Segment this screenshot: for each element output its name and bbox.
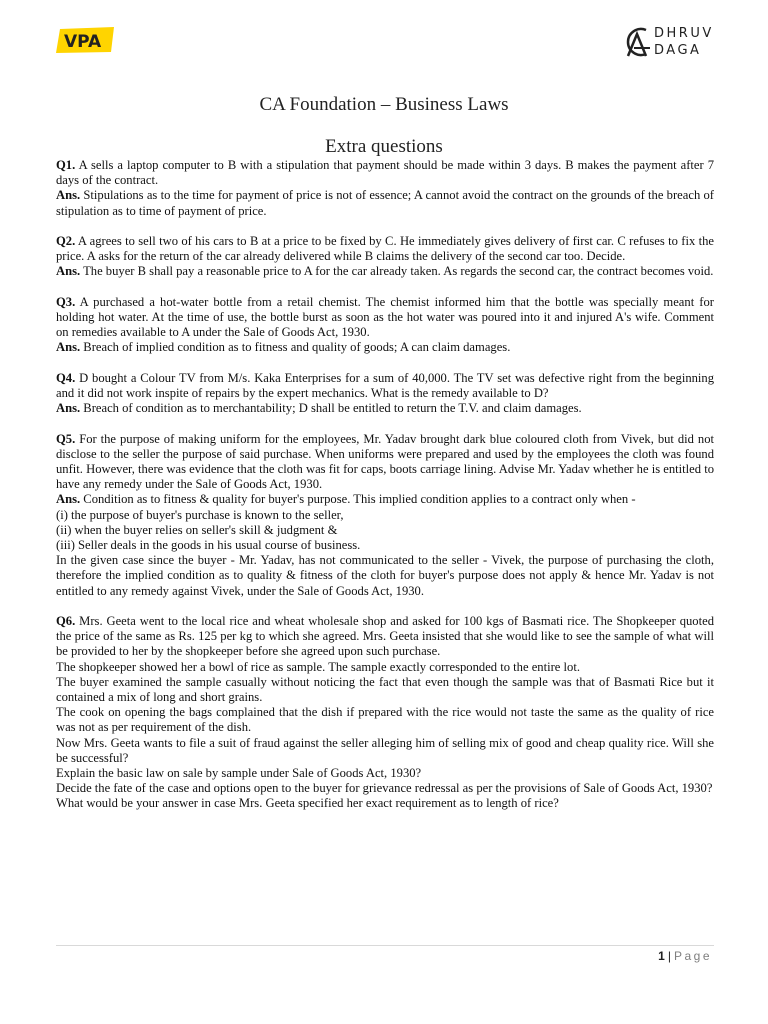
question-line: Now Mrs. Geeta wants to file a suit of fraud against the seller alleging him of selling mix of good and cheap quality rice. Will she be successful? — [56, 735, 714, 765]
page-subtitle: Extra questions — [325, 136, 443, 157]
answer-label: Ans. — [56, 264, 81, 279]
logo-word-daga: DAGA — [654, 43, 702, 58]
dhruv-daga-logo — [622, 24, 717, 60]
question-text: A purchased a hot-water bottle from a retail chemist. The chemist informed him that the bottle was specially meant for holding hot water. At the time of use, the bottle burst as soon as the hot water was poured into it and injured A's wife. Comment on remedies available to A under the Sale of Goods Act, 1930. — [56, 294, 714, 340]
question-label: Q3. — [56, 294, 76, 309]
page-number: 1 — [658, 949, 665, 963]
answer-text: Breach of condition as to merchantability; D shall be entitled to return the T.V. and claim damages. — [80, 401, 582, 416]
question-text: For the purpose of making uniform for the employees, Mr. Yadav brought dark blue coloured cloth from Vivek, but did not disclose to the seller the purpose of said purchase. When uniforms were prepared and used by the employees the cloth was found unfit. However, there was evidence that the cloth was fit for caps, boots carriage lining. Advise Mr. Yadav whether he is entitled to have any remedy under the Sale of Goods Act, 1930. — [56, 431, 714, 492]
question-text: A agrees to sell two of his cars to B at a price to be fixed by C. He immediately gives delivery of first car. C refuses to fix the price. A asks for the return of the car already delivered while B claims the delivery of the second car too. Decide. — [56, 234, 714, 264]
question-list — [56, 158, 714, 827]
vpa-logo — [56, 27, 114, 53]
question-label: Q2. — [56, 234, 76, 248]
answer-text: Condition as to fitness & quality for buyer's purpose. This implied condition applies to a contract only when - — [80, 492, 636, 507]
question-text: D bought a Colour TV from M/s. Kaka Enterprises for a sum of 40,000. The TV set was defective right from the beginning and it did not work inspite of repairs by the expert mechanics. What is the remedy available to D? — [56, 370, 714, 400]
question-label: Q4. — [56, 370, 76, 385]
question-label: Q6. — [56, 614, 76, 629]
answer-point: (i) the purpose of buyer's purchase is known to the seller, — [56, 507, 344, 522]
question-text: Mrs. Geeta went to the local rice and wheat wholesale shop and asked for 100 kgs of Basmati rice. The Shopkeeper quoted the price of the same as Rs. 125 per kg to which she agreed. Mrs. Geeta insisted that she would like to see the sample of what will be provided to her by the shopkeeper before she agreed upon such purchase. — [56, 614, 714, 659]
vpa-logo-text: VPA — [64, 32, 102, 52]
page-footer — [658, 949, 712, 963]
answer-text: Stipulations as to the time for payment of price is not of essence; A cannot avoid the contract on the grounds of the breach of stipulation as to time of payment of price. — [56, 188, 714, 218]
answer-label: Ans. — [56, 492, 81, 507]
footer-divider — [56, 945, 714, 946]
answer-text: The buyer B shall pay a reasonable price to A for the car already taken. As regards the second car, the contract becomes void. — [80, 264, 714, 279]
question-label: Q1. — [56, 158, 76, 172]
question-label: Q5. — [56, 431, 76, 446]
question-line: Explain the basic law on sale by sample under Sale of Goods Act, 1930? — [56, 766, 422, 781]
page-title: CA Foundation – Business Laws — [259, 94, 509, 115]
answer-label: Ans. — [56, 188, 81, 203]
answer-point: (iii) Seller deals in the goods in his usual course of business. — [56, 538, 361, 553]
question-line: The shopkeeper showed her a bowl of rice as sample. The sample exactly corresponded to the entire lot. — [56, 659, 580, 674]
dhruv-daga-mark-icon — [622, 24, 654, 60]
answer-conclusion: In the given case since the buyer - Mr. Yadav, has not communicated to the seller - Vivek, the purpose of purchasing the cloth, therefore the implied condition as to quality & fitness of the cloth for buyer's purpose does not apply & hence Mr. Yadav is not entitled to any remedy against Vivek, under the Sale of Goods Act, 1930. — [56, 553, 714, 598]
logo-word-dhruv: DHRUV — [654, 26, 714, 41]
page-label: Page — [673, 949, 712, 963]
question-line: The buyer examined the sample casually without noticing the fact that even though the sample was that of Basmati Rice but it contained a mix of long and short grains. — [56, 674, 714, 705]
question-line: The cook on opening the bags complained that the dish if prepared with the rice would not taste the same as the quality of rice was not as per requirement of the dish. — [56, 705, 714, 735]
question-line: What would be your answer in case Mrs. Geeta specified her exact requirement as to length of rice? — [56, 796, 559, 811]
question-line: Decide the fate of the case and options open to the buyer for grievance redressal as per the provisions of Sale of Goods Act, 1930? — [56, 781, 713, 796]
question-block — [56, 158, 714, 219]
question-block — [56, 371, 714, 417]
answer-text: Breach of implied condition as to fitness and quality of goods; A can claim damages. — [80, 340, 511, 355]
answer-label: Ans. — [56, 401, 81, 416]
answer-point: (ii) when the buyer relies on seller's skill & judgment & — [56, 522, 338, 537]
question-text: A sells a laptop computer to B with a stipulation that payment should be made within 3 days. B makes the payment after 7 days of the contract. — [56, 158, 714, 188]
question-block — [56, 234, 714, 280]
footer-separator: | — [667, 949, 671, 963]
question-block — [56, 295, 714, 356]
question-block — [56, 432, 714, 599]
question-block — [56, 614, 714, 812]
answer-label: Ans. — [56, 340, 81, 355]
